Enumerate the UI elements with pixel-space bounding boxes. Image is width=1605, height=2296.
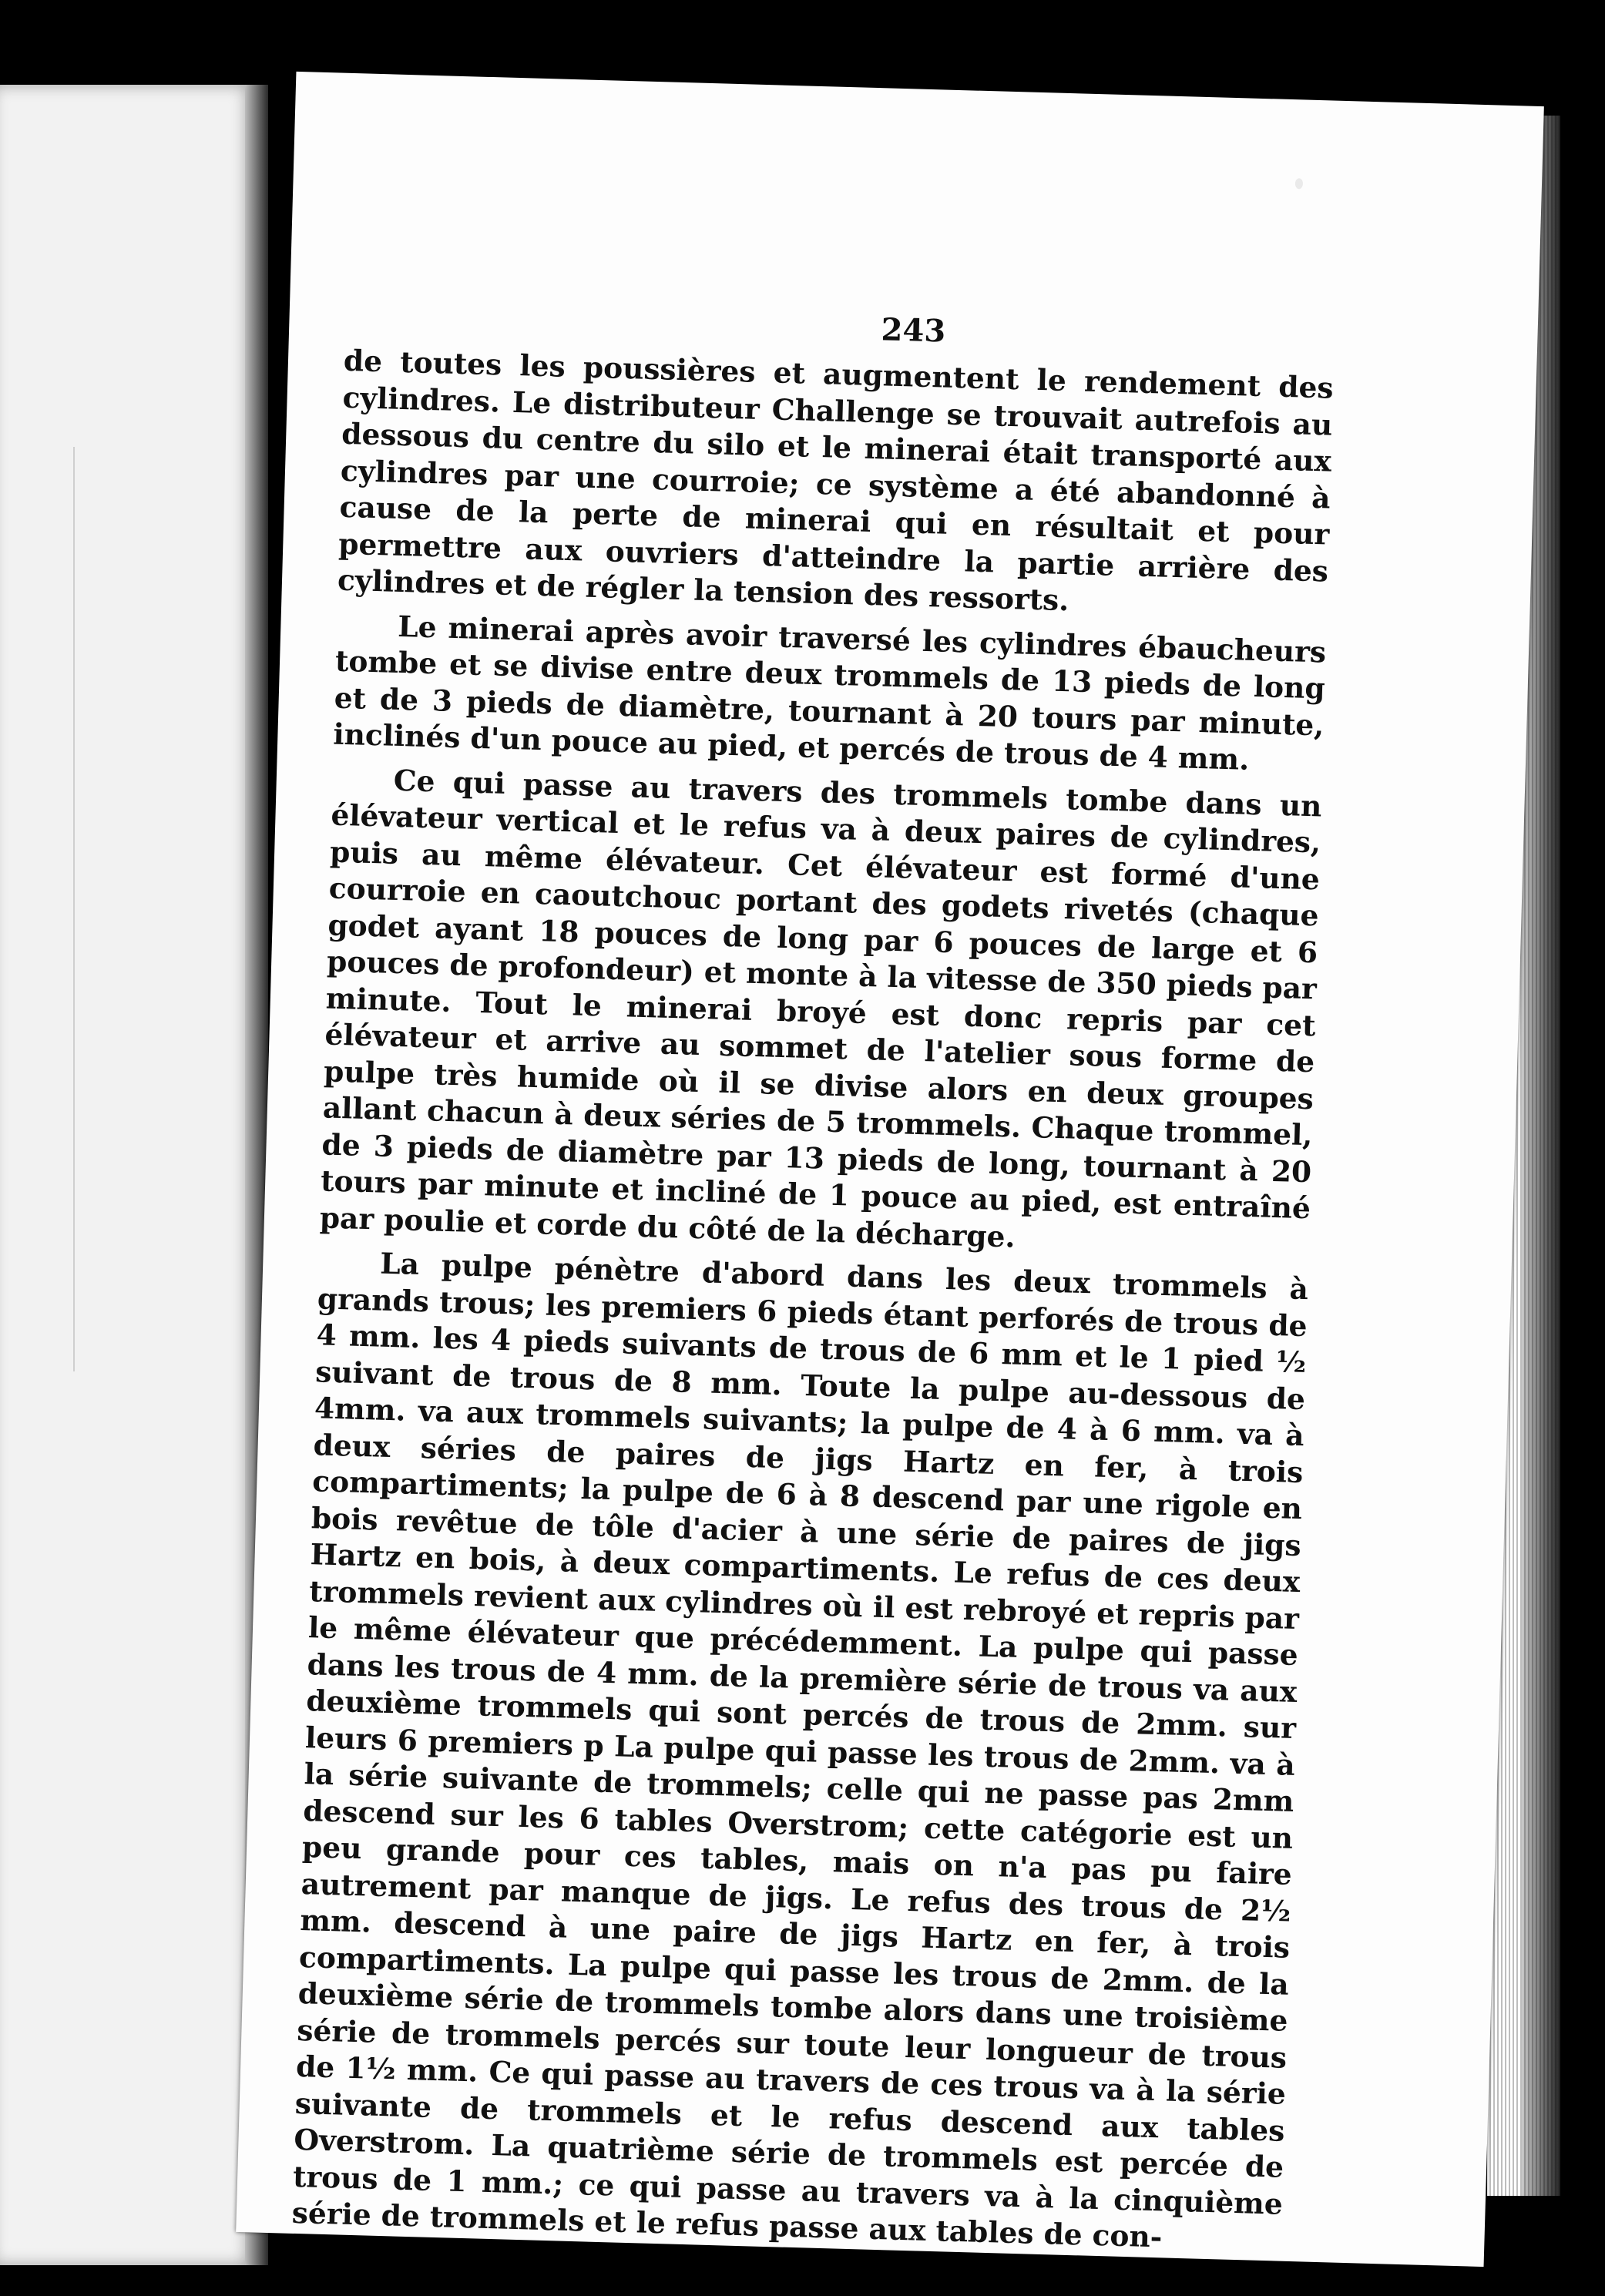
- book-page: [236, 72, 1544, 2267]
- left-page-rule: [73, 447, 75, 1371]
- left-page-edge: [0, 85, 254, 2265]
- paragraph-1: de toutes les poussières et augmentent le rendement des cylindres. Le distributeur Challenge se trouvait autrefois au dessous du centre du silo et le minerai était transporté aux cylindres par une courroie; ce système a été abandonné à cause de la perte de minerai qui en résultait et pour permettre aux ouvriers d'atteindre la partie arrière des cylindres et de régler la tension des ressorts.: [337, 343, 1335, 618]
- scan-speck: [1295, 178, 1303, 189]
- page-number: 243: [881, 311, 946, 350]
- paragraph-4: La pulpe pénètre d'abord dans les deux trommels à grands trous; les premiers 6 pieds étant perforés de trous de 4 mm. les 4 pieds suivants de trous de 6 mm et le 1 pied ½ suivant de trous de 8 mm. Toute la pulpe au-dessous de 4mm. va aux trommels suivants; la pulpe de 4 à 6 mm. va à deux séries de paires de jigs Hartz en fer, à trois compartiments; la pulpe de 6 à 8 descend par une rigole en bois revêtue de tôle d'acier à une série de paires de jigs Hartz en bois, à deux compartiments. Le refus de ces deux trommels revient aux cylindres où il est rebroyé et repris par le même élévateur que précédemment. La pulpe qui passe dans les trous de 4 mm. de la première série de trous va aux deuxième trommels qui sont percés de trous de 2mm. sur leurs 6 premiers p La pulpe qui passe les trous de 2mm. va à la série suivante de trommels; celle qui ne passe pas 2mm descend sur les 6 tables Overstrom; cette catégorie est un peu grande pour ces tables, mais on n'a pas pu faire autrement par manque de jigs. Le refus des trous de 2½ mm. descend à une paire de jigs Hartz en fer, à trois compartiments. La pulpe qui passe les trous de 2mm. de la deuxième série de trommels tombe alors dans une troisième série de trommels percés sur toute leur longueur de trous de 1½ mm. Ce qui passe au travers de ces trous va à la série suivante de trommels et le refus descend aux tables Overstrom. La quatrième série de trommels est percée de trous de 1 mm.; ce qui passe au travers va à la cinquième série de trommels et le refus passe aux tables de con-: [291, 1246, 1309, 2254]
- paragraph-3: Ce qui passe au travers des trommels tombe dans un élévateur vertical et le refus va à deux paires de cylindres, puis au même élévateur. Cet élévateur est formé d'une courroie en caoutchouc portant des godets rivetés (chaque godet ayant 18 pouces de long par 6 pouces de large et 6 pouces de profondeur) et monte à la vitesse de 350 pieds par minute. Tout le minerai broyé est donc repris par cet élévateur et arrive au sommet de l'atelier sous forme de pulpe très humide où il se divise alors en deux groupes allant chacun à deux séries de 5 trommels. Chaque trommel, de 3 pieds de diamètre par 13 pieds de long, tournant à 20 tours par minute et incliné de 1 pouce au pied, est entraîné par poulie et corde du côté de la décharge.: [319, 763, 1322, 1254]
- paragraph-2: Le minerai après avoir traversé les cylindres ébaucheurs tombe et se divise entre deux trommels de 13 pieds de long et de 3 pieds de diamètre, tournant à 20 tours par minute, inclinés d'un pouce au pied, et percés de trous de 4 mm.: [332, 609, 1327, 777]
- body-text: [291, 343, 1334, 2259]
